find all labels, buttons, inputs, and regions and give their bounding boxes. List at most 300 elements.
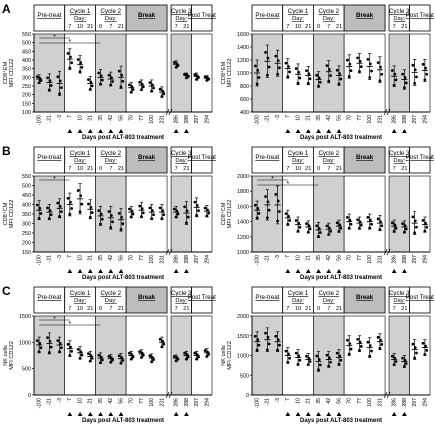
data-point bbox=[183, 205, 186, 208]
plot-segment-background bbox=[389, 176, 409, 252]
timeline-segment-label: Pre-treat bbox=[255, 154, 280, 161]
data-point bbox=[207, 212, 210, 215]
significance-star: * bbox=[53, 176, 56, 183]
data-point bbox=[267, 200, 270, 203]
timeline-day-number: 21 bbox=[401, 166, 408, 172]
x-tick-label: 288 bbox=[401, 398, 408, 407]
treatment-arrow-icon bbox=[174, 269, 179, 273]
data-point bbox=[422, 342, 425, 345]
data-point bbox=[108, 210, 111, 213]
data-point bbox=[138, 350, 141, 353]
data-point bbox=[141, 352, 144, 355]
data-point bbox=[121, 222, 124, 225]
timeline-day-number: 21 bbox=[183, 166, 190, 172]
x-tick-label: 294 bbox=[204, 398, 211, 407]
data-point bbox=[109, 84, 112, 87]
data-point bbox=[38, 217, 41, 220]
data-point bbox=[336, 221, 339, 224]
y-tick-label: 550 bbox=[22, 174, 31, 180]
data-point bbox=[339, 78, 342, 81]
data-point bbox=[118, 70, 121, 73]
x-tick-label: 286 bbox=[173, 115, 180, 124]
data-point bbox=[346, 59, 349, 62]
data-point bbox=[142, 211, 145, 214]
x-tick-label: 77 bbox=[356, 398, 363, 404]
data-point bbox=[151, 83, 154, 86]
data-point bbox=[46, 207, 49, 210]
data-point bbox=[379, 228, 382, 231]
y-tick-label: 350 bbox=[22, 212, 31, 218]
data-point bbox=[70, 207, 73, 210]
significance-star: * bbox=[53, 34, 56, 41]
x-tick-label: -3 bbox=[274, 115, 281, 120]
data-point bbox=[132, 88, 135, 91]
timeline-day-number: 21 bbox=[335, 24, 343, 30]
data-point bbox=[173, 208, 176, 211]
x-tick-label: 100 bbox=[367, 115, 374, 124]
data-point bbox=[196, 204, 199, 207]
plot-segment-background bbox=[171, 176, 191, 252]
data-point bbox=[118, 212, 121, 215]
timeline-segment-label: Cycle 3 bbox=[170, 150, 192, 157]
data-point bbox=[319, 363, 322, 366]
timeline-day-number: 21 bbox=[335, 166, 343, 172]
data-point bbox=[401, 357, 404, 360]
data-point bbox=[150, 217, 153, 220]
data-point bbox=[401, 222, 404, 225]
y-tick-label: 100 bbox=[22, 110, 31, 116]
x-tick-label: 100 bbox=[149, 398, 156, 407]
y-tick-label: 150 bbox=[22, 101, 31, 108]
data-point bbox=[161, 217, 164, 220]
timeline-segment-label: Cycle 1 bbox=[287, 8, 309, 15]
timeline-day-number: 21 bbox=[401, 24, 408, 30]
timeline-day-number: 7 bbox=[286, 306, 290, 312]
treatment-arrow-icon bbox=[316, 129, 321, 133]
data-point bbox=[196, 353, 199, 356]
data-point bbox=[161, 95, 164, 98]
data-point bbox=[285, 350, 288, 353]
data-point bbox=[264, 195, 267, 198]
data-point bbox=[130, 353, 133, 356]
x-tick-label: 35 bbox=[315, 115, 322, 121]
data-point bbox=[405, 228, 408, 231]
x-tick-label: 10 bbox=[77, 398, 84, 404]
treatment-arrow-icon bbox=[402, 269, 407, 273]
x-tick-label: 294 bbox=[204, 255, 211, 264]
data-point bbox=[110, 356, 113, 359]
x-tick-label: 7 bbox=[285, 255, 292, 258]
data-point bbox=[175, 216, 178, 219]
data-point bbox=[393, 224, 396, 227]
x-axis-label: Days post ALT-803 treatment bbox=[81, 418, 165, 424]
data-point bbox=[297, 222, 300, 225]
data-point bbox=[319, 231, 322, 234]
data-point bbox=[59, 205, 62, 208]
treatment-arrow-icon bbox=[108, 129, 113, 133]
data-point bbox=[193, 201, 196, 204]
data-point bbox=[276, 349, 279, 352]
data-point bbox=[285, 62, 288, 65]
data-point bbox=[338, 230, 341, 233]
data-point bbox=[254, 204, 257, 207]
data-point bbox=[89, 354, 92, 357]
data-point bbox=[329, 361, 332, 364]
data-point bbox=[175, 210, 178, 213]
y-tick-label: 1400 bbox=[237, 45, 249, 51]
data-point bbox=[274, 55, 277, 58]
data-point bbox=[67, 343, 70, 346]
data-point bbox=[162, 343, 165, 346]
data-point bbox=[274, 335, 277, 338]
data-point bbox=[128, 208, 131, 211]
chart-b-right bbox=[218, 144, 433, 282]
data-point bbox=[350, 69, 353, 72]
data-point bbox=[38, 207, 41, 210]
data-point bbox=[358, 349, 361, 352]
data-point bbox=[393, 84, 396, 87]
x-tick-label: 294 bbox=[422, 115, 429, 124]
x-tick-label: 297 bbox=[412, 255, 419, 264]
data-point bbox=[326, 224, 329, 227]
data-point bbox=[149, 207, 152, 210]
timeline-day-number: 21 bbox=[117, 166, 125, 172]
x-tick-label: -100 bbox=[36, 255, 43, 266]
timeline-segment-label: Cycle 1 bbox=[287, 290, 309, 297]
timeline-segment-label: Pre-treat bbox=[37, 12, 62, 19]
timeline-day-number: 21 bbox=[183, 24, 190, 30]
treatment-arrow-icon bbox=[98, 412, 103, 416]
data-point bbox=[79, 194, 82, 197]
data-point bbox=[377, 218, 380, 221]
data-point bbox=[161, 340, 164, 343]
data-point bbox=[276, 73, 279, 76]
data-point bbox=[367, 216, 370, 219]
data-point bbox=[99, 223, 102, 226]
data-point bbox=[161, 345, 164, 348]
data-point bbox=[422, 63, 425, 66]
y-tick-label: 200 bbox=[22, 240, 31, 247]
data-point bbox=[403, 86, 406, 89]
data-point bbox=[268, 342, 271, 345]
data-point bbox=[130, 91, 133, 94]
x-tick-label: 7 bbox=[67, 255, 74, 258]
x-tick-label: 35 bbox=[97, 255, 104, 261]
x-tick-label: 21 bbox=[87, 115, 94, 121]
timeline-day-number: 21 bbox=[401, 306, 408, 312]
y-tick-label: 1000 bbox=[237, 71, 249, 77]
data-point bbox=[110, 214, 113, 217]
x-tick-label: 42 bbox=[108, 115, 115, 121]
data-point bbox=[142, 86, 145, 89]
data-point bbox=[110, 76, 113, 79]
y-tick-label: 150 bbox=[22, 250, 31, 256]
timeline-segment-label: Break bbox=[355, 12, 374, 19]
data-point bbox=[264, 332, 267, 335]
data-point bbox=[68, 354, 71, 357]
data-point bbox=[87, 78, 90, 81]
x-tick-label: -3 bbox=[274, 255, 281, 260]
data-point bbox=[395, 78, 398, 81]
x-tick-label: 231 bbox=[377, 255, 384, 264]
data-point bbox=[50, 213, 53, 216]
y-tick-label: 250 bbox=[22, 231, 31, 237]
data-point bbox=[60, 346, 63, 349]
data-point bbox=[424, 222, 427, 225]
data-point bbox=[38, 342, 41, 345]
data-point bbox=[286, 75, 289, 78]
x-tick-label: 100 bbox=[367, 398, 374, 407]
data-point bbox=[368, 227, 371, 230]
data-point bbox=[307, 357, 310, 360]
x-tick-label: 100 bbox=[367, 255, 374, 264]
plot-segment-background bbox=[389, 34, 409, 112]
data-point bbox=[195, 214, 198, 217]
timeline-day-number: 7 bbox=[327, 166, 331, 172]
timeline-day-number: 21 bbox=[335, 306, 343, 312]
x-tick-label: 231 bbox=[377, 115, 384, 124]
data-point bbox=[186, 353, 189, 356]
data-point bbox=[307, 72, 310, 75]
y-axis-label-line1: NK cells bbox=[221, 345, 227, 366]
timeline-segment-label: Post Treat bbox=[405, 154, 434, 161]
x-tick-label: 231 bbox=[159, 255, 166, 264]
timeline-day-number: 7 bbox=[109, 24, 113, 30]
data-point bbox=[309, 360, 312, 363]
timeline-segment-label: Post Treat bbox=[187, 154, 216, 161]
data-point bbox=[89, 360, 92, 363]
y-tick-label: 600 bbox=[240, 97, 249, 103]
data-point bbox=[319, 81, 322, 84]
treatment-arrow-icon bbox=[296, 412, 301, 416]
data-point bbox=[204, 207, 207, 210]
treatment-arrow-icon bbox=[119, 269, 124, 273]
data-point bbox=[411, 215, 414, 218]
panel-letter-c: C bbox=[2, 284, 11, 298]
data-point bbox=[49, 209, 52, 212]
x-tick-label: 10 bbox=[77, 115, 84, 121]
treatment-arrow-icon bbox=[296, 129, 301, 133]
x-tick-label: 70 bbox=[346, 255, 353, 261]
data-point bbox=[367, 341, 370, 344]
timeline-day-number: 7 bbox=[109, 306, 113, 312]
treatment-arrow-icon bbox=[98, 269, 103, 273]
data-point bbox=[49, 79, 52, 82]
data-point bbox=[60, 210, 63, 213]
data-point bbox=[424, 67, 427, 70]
data-point bbox=[393, 73, 396, 76]
data-point bbox=[56, 202, 59, 205]
timeline-segment-label: Pre-treat bbox=[37, 154, 62, 161]
data-point bbox=[120, 362, 123, 365]
x-tick-label: -21 bbox=[264, 115, 271, 123]
data-point bbox=[256, 83, 259, 86]
data-point bbox=[425, 349, 428, 352]
data-point bbox=[326, 354, 329, 357]
data-point bbox=[152, 87, 155, 90]
data-point bbox=[370, 223, 373, 226]
y-tick-label: 250 bbox=[22, 84, 31, 90]
x-tick-label: 288 bbox=[401, 115, 408, 124]
y-axis-label-line1: CD8⁺CM bbox=[221, 202, 227, 226]
x-tick-label: 35 bbox=[315, 398, 322, 404]
data-point bbox=[309, 228, 312, 231]
data-point bbox=[305, 355, 308, 358]
x-tick-label: 70 bbox=[346, 398, 353, 404]
treatment-arrow-icon bbox=[296, 269, 301, 273]
data-point bbox=[204, 349, 207, 352]
timeline-segment-label: Break bbox=[137, 294, 156, 301]
data-point bbox=[120, 228, 123, 231]
data-point bbox=[424, 345, 427, 348]
data-point bbox=[327, 365, 330, 368]
data-point bbox=[348, 353, 351, 356]
data-point bbox=[80, 354, 83, 357]
data-point bbox=[411, 64, 414, 67]
data-point bbox=[36, 75, 39, 78]
data-point bbox=[152, 213, 155, 216]
data-point bbox=[380, 73, 383, 76]
data-point bbox=[205, 79, 208, 82]
timeline-day-number: 7 bbox=[109, 166, 113, 172]
timeline-day-number: 0 bbox=[316, 24, 321, 30]
x-tick-label: -21 bbox=[264, 398, 271, 406]
timeline-day-label: Day: bbox=[175, 298, 188, 304]
x-tick-label: 21 bbox=[305, 398, 312, 404]
timeline-day-number: 7 bbox=[68, 24, 72, 30]
data-point bbox=[48, 351, 51, 354]
data-point bbox=[393, 230, 396, 233]
y-tick-label: 450 bbox=[22, 49, 31, 56]
data-point bbox=[108, 74, 111, 77]
treatment-arrow-icon bbox=[402, 412, 407, 416]
timeline-day-number: 7 bbox=[327, 24, 331, 30]
data-point bbox=[132, 213, 135, 216]
data-point bbox=[185, 358, 188, 361]
data-point bbox=[101, 218, 104, 221]
y-tick-label: 350 bbox=[22, 66, 31, 73]
treatment-arrow-icon bbox=[67, 269, 72, 273]
data-point bbox=[298, 77, 301, 80]
timeline-day-label: Day: bbox=[104, 158, 117, 164]
data-point bbox=[50, 84, 53, 87]
data-point bbox=[287, 353, 290, 356]
data-point bbox=[141, 207, 144, 210]
y-tick-label: 1600 bbox=[237, 204, 249, 211]
data-point bbox=[277, 200, 280, 203]
x-tick-label: -21 bbox=[46, 255, 53, 263]
data-point bbox=[59, 342, 62, 345]
data-point bbox=[309, 77, 312, 80]
data-point bbox=[338, 224, 341, 227]
timeline-day-label: Day: bbox=[393, 16, 406, 22]
data-point bbox=[297, 230, 300, 233]
data-point bbox=[111, 80, 114, 83]
x-tick-label: 10 bbox=[295, 255, 302, 261]
x-tick-label: -100 bbox=[254, 398, 261, 409]
treatment-arrow-icon bbox=[119, 412, 124, 416]
y-tick-label: 500 bbox=[22, 183, 31, 190]
data-point bbox=[307, 363, 310, 366]
timeline-day-number: 7 bbox=[68, 166, 72, 172]
x-tick-label: -21 bbox=[46, 115, 53, 123]
data-point bbox=[185, 76, 188, 79]
treatment-arrow-icon bbox=[326, 129, 331, 133]
timeline-day-number: 10 bbox=[76, 306, 84, 312]
timeline-day-number: 7 bbox=[392, 166, 396, 172]
data-point bbox=[67, 197, 70, 200]
treatment-arrow-icon bbox=[98, 129, 103, 133]
data-point bbox=[177, 213, 180, 216]
data-point bbox=[338, 72, 341, 75]
data-point bbox=[140, 88, 143, 91]
data-point bbox=[414, 346, 417, 349]
data-point bbox=[56, 75, 59, 78]
x-tick-label: 7 bbox=[67, 115, 74, 118]
timeline-day-label: Day: bbox=[292, 16, 305, 22]
data-point bbox=[258, 76, 261, 79]
data-point bbox=[101, 359, 104, 362]
chart-a-right bbox=[218, 2, 433, 142]
x-tick-label: 42 bbox=[326, 255, 333, 261]
data-point bbox=[141, 83, 144, 86]
data-point bbox=[315, 74, 318, 77]
data-point bbox=[195, 358, 198, 361]
data-point bbox=[278, 344, 281, 347]
data-point bbox=[206, 351, 209, 354]
data-point bbox=[49, 340, 52, 343]
x-tick-label: -21 bbox=[264, 255, 271, 263]
data-point bbox=[327, 80, 330, 83]
data-point bbox=[140, 215, 143, 218]
x-tick-label: 42 bbox=[326, 115, 333, 121]
timeline-segment-label: Break bbox=[355, 294, 374, 301]
plot-segment-background bbox=[410, 176, 430, 252]
x-tick-label: 286 bbox=[173, 398, 180, 407]
timeline-day-label: Day: bbox=[393, 298, 406, 304]
x-tick-label: -100 bbox=[36, 115, 43, 126]
data-point bbox=[130, 216, 133, 219]
x-tick-label: 286 bbox=[173, 255, 180, 264]
data-point bbox=[38, 77, 41, 80]
data-point bbox=[267, 57, 270, 60]
x-tick-label: -100 bbox=[254, 115, 261, 126]
treatment-arrow-icon bbox=[88, 269, 93, 273]
x-tick-label: 286 bbox=[391, 398, 398, 407]
x-tick-label: 21 bbox=[87, 398, 94, 404]
treatment-arrow-icon bbox=[88, 412, 93, 416]
data-point bbox=[305, 69, 308, 72]
data-point bbox=[87, 352, 90, 355]
data-point bbox=[405, 82, 408, 85]
timeline-segment-label: Cycle 1 bbox=[69, 150, 91, 157]
x-tick-label: 297 bbox=[194, 255, 201, 264]
timeline-segment-label: Pre-treat bbox=[37, 294, 62, 301]
timeline-segment-label: Cycle 1 bbox=[69, 8, 91, 15]
treatment-arrow-icon bbox=[78, 129, 83, 133]
timeline-segment-label: Cycle 1 bbox=[69, 290, 91, 297]
x-tick-label: 70 bbox=[128, 398, 135, 404]
x-tick-label: -3 bbox=[56, 255, 63, 260]
data-point bbox=[195, 78, 198, 81]
y-axis-label-line2: MFI CD122 bbox=[9, 341, 15, 370]
data-point bbox=[193, 73, 196, 76]
data-point bbox=[175, 359, 178, 362]
x-tick-label: -100 bbox=[36, 398, 43, 409]
data-point bbox=[50, 346, 53, 349]
data-point bbox=[87, 203, 90, 206]
data-point bbox=[379, 220, 382, 223]
